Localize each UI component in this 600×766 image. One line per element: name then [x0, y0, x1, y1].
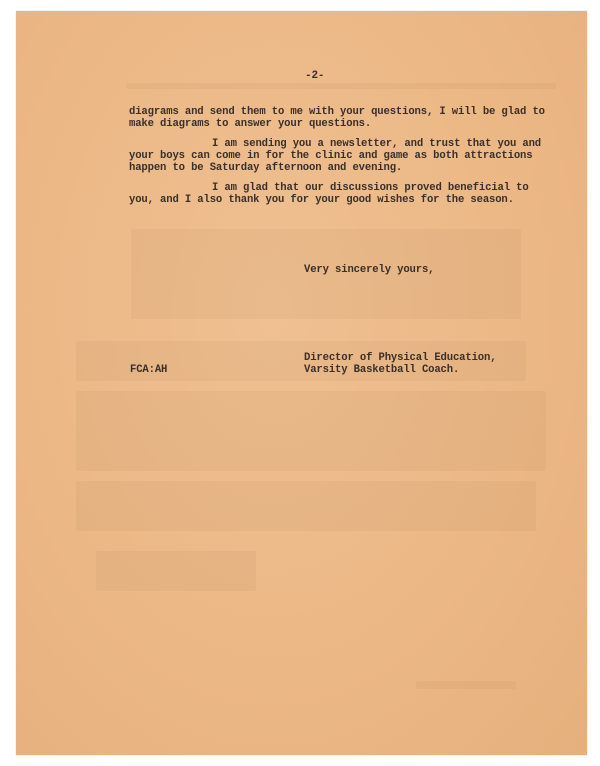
paragraph-3-line-2: you, and I also thank you for your good wishes for the season. — [129, 194, 514, 206]
letter-page — [16, 11, 587, 755]
bleed-through-mark — [76, 481, 536, 531]
paragraph-2-line-3: happen to be Saturday afternoon and evening. — [129, 162, 403, 174]
bleed-through-mark — [416, 681, 516, 689]
bleed-through-mark — [126, 83, 556, 89]
signature-title-2: Varsity Basketball Coach. — [304, 364, 460, 376]
bleed-through-mark — [76, 391, 546, 471]
paragraph-1-line-2: make diagrams to answer your questions. — [129, 118, 372, 130]
initials: FCA:AH — [130, 364, 168, 376]
paragraph-1-line-1: diagrams and send them to me with your questions, I will be glad to — [129, 106, 545, 118]
bleed-through-mark — [96, 551, 256, 591]
closing: Very sincerely yours, — [304, 264, 435, 276]
page-number: -2- — [305, 70, 325, 82]
paragraph-2-line-1: I am sending you a newsletter, and trust that you and — [212, 138, 541, 150]
signature-title-1: Director of Physical Education, — [304, 352, 497, 364]
paragraph-2-line-2: your boys can come in for the clinic and game as both attractions — [129, 150, 533, 162]
paragraph-3-line-1: I am glad that our discussions proved beneficial to — [212, 182, 529, 194]
